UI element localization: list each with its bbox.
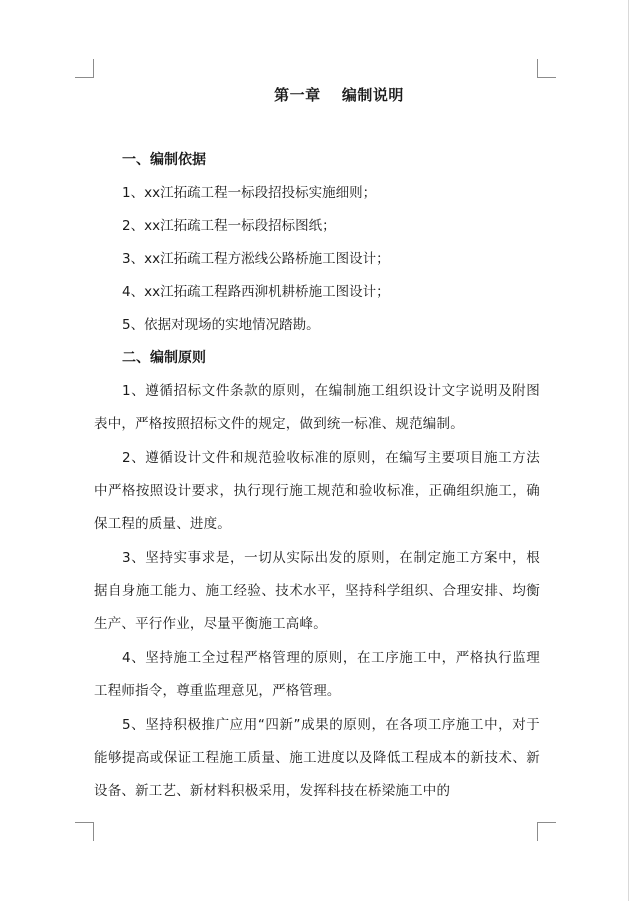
crop-mark-top-right bbox=[537, 59, 556, 78]
crop-mark-top-left bbox=[75, 59, 94, 78]
section-heading-principles: 二、编制原则 bbox=[122, 350, 206, 366]
basis-item: 1、xx江拓疏工程一标段招投标实施细则； bbox=[122, 185, 377, 201]
basis-item: 3、xx江拓疏工程方淞线公路桥施工图设计； bbox=[122, 251, 390, 267]
crop-mark-bottom-left bbox=[75, 822, 94, 841]
basis-item: 2、xx江拓疏工程一标段招标图纸； bbox=[122, 218, 336, 234]
basis-item: 4、xx江拓疏工程路西泖机耕桥施工图设计； bbox=[122, 284, 390, 300]
principle-paragraph: 3、坚持实事求是，一切从实际出发的原则，在制定施工方案中，根据自身施工能力、施工经验、技术水平，坚持科学组织、合理安排、均衡生产、平行作业，尽量平衡施工高峰。 bbox=[94, 550, 540, 632]
document-body bbox=[94, 80, 540, 808]
crop-mark-bottom-right bbox=[537, 822, 556, 841]
principle-paragraph: 1、遵循招标文件条款的原则，在编制施工组织设计文字说明及附图表中，严格按照招标文件的规定，做到统一标准、规范编制。 bbox=[94, 383, 540, 432]
chapter-title: 第一章 编制说明 bbox=[274, 86, 404, 104]
principle-paragraph: 4、坚持施工全过程严格管理的原则，在工序施工中，严格执行监理工程师指令，尊重监理意见，严格管理。 bbox=[94, 650, 540, 699]
principle-paragraph: 5、坚持积极推广应用“四新”成果的原则，在各项工序施工中，对于能够提高或保证工程施工质量、施工进度以及降低工程成本的新技术、新设备、新工艺、新材料积极采用，发挥科技在桥梁施工中的 bbox=[94, 717, 540, 799]
section-heading-basis: 一、编制依据 bbox=[122, 152, 206, 168]
basis-item: 5、依据对现场的实地情况踏勘。 bbox=[122, 317, 320, 333]
principle-paragraph: 2、遵循设计文件和规范验收标准的原则，在编写主要项目施工方法中严格按照设计要求，执行现行施工规范和验收标准，正确组织施工，确保工程的质量、进度。 bbox=[94, 450, 540, 532]
